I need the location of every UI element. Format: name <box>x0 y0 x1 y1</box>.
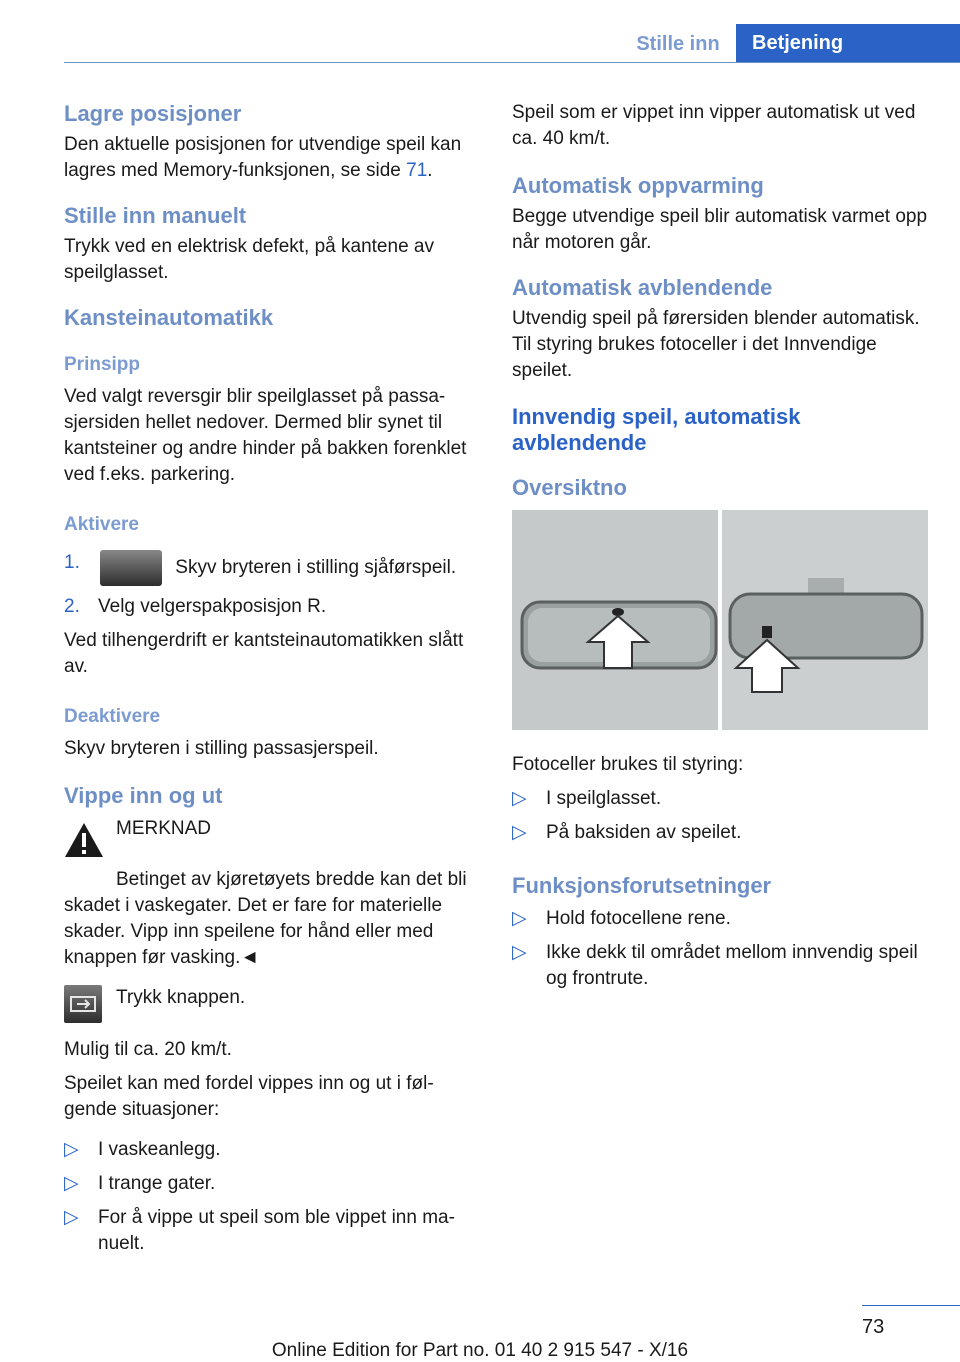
bullet-text: I speilglasset. <box>546 788 662 809</box>
list-item <box>512 820 930 846</box>
list-item <box>512 906 930 932</box>
bullet-text: Ikke dekk til området mellom innvendig speil og frontrute. <box>546 942 918 989</box>
warning-icon <box>64 816 104 863</box>
heading-manuelt: Stille inn manuelt <box>64 203 247 228</box>
para-intro: Speil som er vippet inn vipper automatisk ut ved ca. 40 km/t. <box>512 102 916 149</box>
text-lagre-b: . <box>427 160 433 181</box>
right-column <box>512 100 930 1000</box>
header-tab-stille-inn[interactable]: Stille inn <box>636 32 720 55</box>
para-manuelt: Trykk ved en elektrisk defekt, på kantene av speilglasset. <box>64 236 434 283</box>
heading-aktivere: Aktivere <box>64 514 139 535</box>
section-oppvarming <box>512 172 930 256</box>
list-item <box>64 1171 476 1197</box>
left-column <box>64 100 476 1265</box>
bullet-icon: ▷ <box>512 942 527 963</box>
heading-innvendig: Innvendig speil, automatisk avblendende <box>512 404 801 455</box>
para-lagre <box>64 132 476 184</box>
list-item <box>512 786 930 812</box>
bullet-icon: ▷ <box>64 1173 79 1194</box>
mirror-front-image <box>512 510 718 730</box>
bullet-icon: ▷ <box>64 1139 79 1160</box>
mirror-photo <box>512 510 928 730</box>
trykk-text: Trykk knappen. <box>116 987 246 1008</box>
text-lagre-a: Den aktuelle posisjonen for utvendige speil kan lagres med Memory-funksjonen, se side <box>64 134 462 181</box>
merknad-label: MERKNAD <box>116 818 212 839</box>
step-number: 1. <box>64 552 80 573</box>
bullet-icon: ▷ <box>64 1207 79 1228</box>
step-text: Skyv bryteren i stilling sjåførspeil. <box>170 557 457 579</box>
para-tilhenger: Ved tilhengerdrift er kantsteinautomatikken slått av. <box>64 630 464 677</box>
step-content <box>98 550 456 586</box>
bullet-icon: ▷ <box>512 822 527 843</box>
para-speilet: Speilet kan med fordel vippes inn og ut i følgende situasjoner: <box>64 1073 434 1120</box>
bullet-text: I vaskeanlegg. <box>98 1139 221 1160</box>
para-merknad: Betinget av kjøretøyets bredde kan det bli skadet i vaskegater. Det er fare for materielle skader. Vipp inn speilene for hånd eller med knappen før vasking.◄ <box>64 869 467 968</box>
para-foto: Fotoceller brukes til styring: <box>512 754 744 775</box>
bullet-icon: ▷ <box>512 788 527 809</box>
mirror-back-image <box>722 510 928 730</box>
switch-icon <box>100 550 162 586</box>
bullet-text: I trange gater. <box>98 1173 216 1194</box>
heading-oversikt: Oversiktno <box>512 475 627 500</box>
para-avblend: Utvendig speil på førersiden blender automatisk. Til styring brukes fotoceller i det Innvendige speilet. <box>512 308 920 381</box>
list-item <box>512 940 930 992</box>
step-text: Velg velgerspakposisjon R. <box>98 596 327 617</box>
header-rule <box>64 62 960 63</box>
header-tab-betjening[interactable]: Betjening <box>736 24 960 62</box>
para-deaktivere: Skyv bryteren i stilling passasjerspeil. <box>64 738 379 759</box>
warning-block <box>64 816 476 863</box>
para-prinsipp: Ved valgt reversgir blir speilglasset på passasjersiden hellet nedover. Dermed blir synet til kantsteiner og andre hinder på bakken forenklet ved f.eks. parkering. <box>64 386 467 485</box>
heading-lagre: Lagre posisjoner <box>64 101 242 126</box>
heading-prinsipp: Prinsipp <box>64 354 141 375</box>
heading-avblend: Automatisk avblendende <box>512 275 773 300</box>
bullet-icon: ▷ <box>512 908 527 929</box>
bullet-text: For å vippe ut speil som ble vippet inn manuelt. <box>98 1207 455 1254</box>
step-number: 2. <box>64 596 80 617</box>
footer-rule <box>862 1305 960 1306</box>
section-manuelt <box>64 202 476 286</box>
bullet-text: På baksiden av speilet. <box>546 822 742 843</box>
list-item <box>64 550 476 586</box>
list-item <box>64 1137 476 1163</box>
para-mulig: Mulig til ca. 20 km/t. <box>64 1039 232 1060</box>
heading-deaktivere: Deaktivere <box>64 706 161 727</box>
button-hint <box>64 985 476 1023</box>
section-lagre <box>64 100 476 184</box>
heading-vippe: Vippe inn og ut <box>64 783 223 808</box>
para-oppvarming: Begge utvendige speil blir automatisk varmet opp når motoren går. <box>512 206 928 253</box>
list-item <box>64 1205 476 1257</box>
page-link[interactable]: 71 <box>406 160 428 181</box>
fold-mirror-button-icon <box>64 985 102 1023</box>
list-item <box>64 594 476 620</box>
heading-forutsetninger: Funksjonsforutsetninger <box>512 873 772 898</box>
heading-kanstein: Kansteinautomatikk <box>64 305 274 330</box>
page-number: 73 <box>862 1316 885 1338</box>
footer-edition: Online Edition for Part no. 01 40 2 915 547 - X/16 <box>271 1340 689 1361</box>
bullet-text: Hold fotocellene rene. <box>546 908 731 929</box>
heading-oppvarming: Automatisk oppvarming <box>512 173 764 198</box>
section-avblend <box>512 274 930 384</box>
